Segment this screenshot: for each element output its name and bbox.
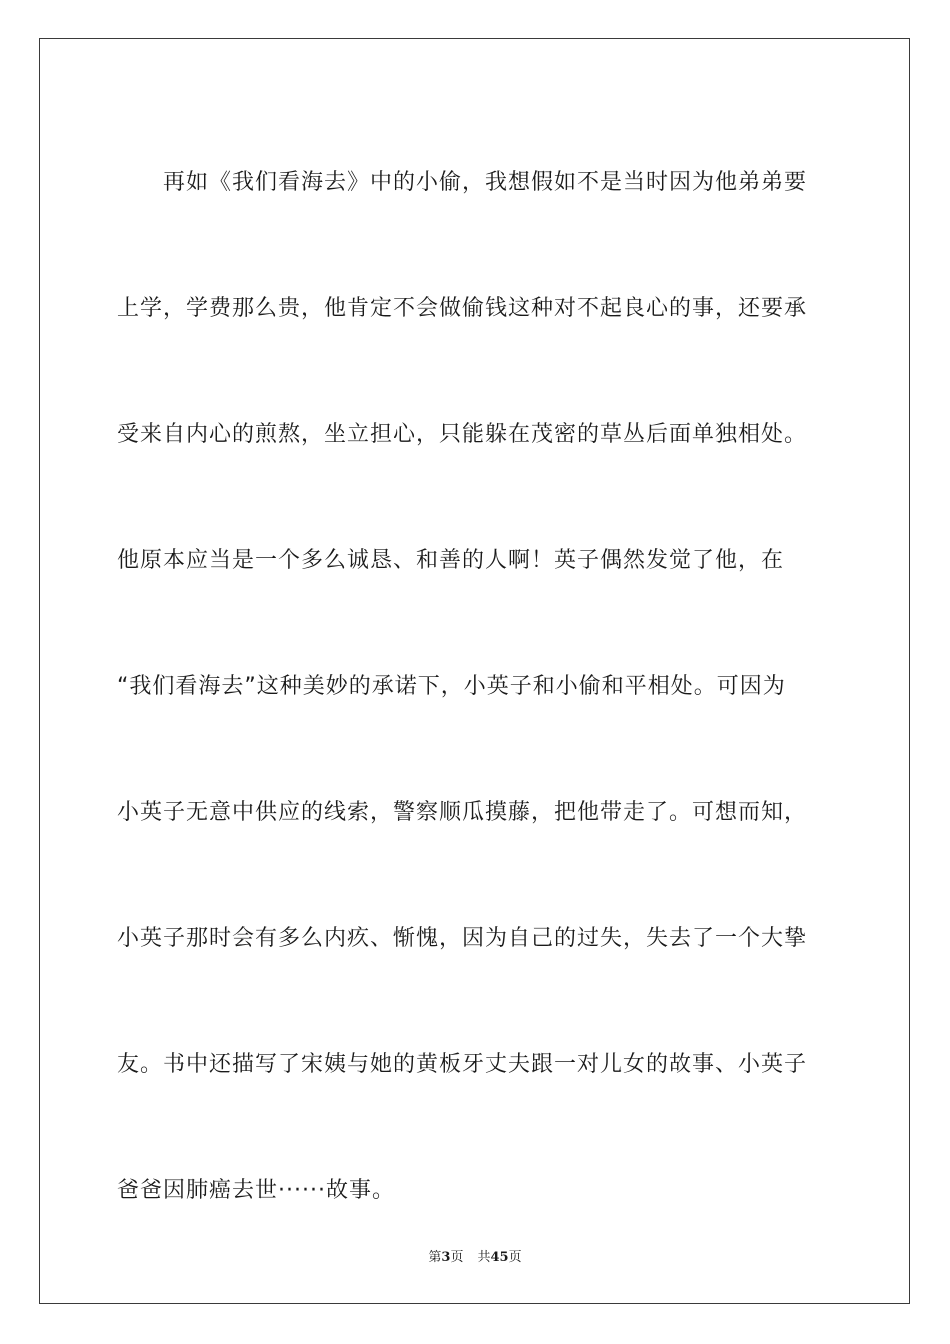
page-prefix: 第 bbox=[428, 1250, 442, 1265]
paragraph-line: 他原本应当是一个多么诚恳、和善的人啊！英子偶然发觉了他，在 bbox=[117, 548, 785, 573]
paragraph-line: 再如《我们看海去》中的小偷，我想假如不是当时因为他弟弟要 bbox=[163, 170, 808, 195]
paragraph-line: 上学，学费那么贵，他肯定不会做偷钱这种对不起良心的事，还要承 bbox=[117, 296, 808, 321]
total-pages: 45 bbox=[490, 1250, 509, 1265]
document-body bbox=[117, 120, 833, 1254]
paragraph-line: 友。书中还描写了宋姨与她的黄板牙丈夫跟一对儿女的故事、小英子 bbox=[117, 1052, 808, 1077]
total-prefix: 共 bbox=[477, 1250, 491, 1265]
page-suffix: 页 bbox=[450, 1250, 464, 1265]
paragraph-line: 小英子无意中供应的线索，警察顺瓜摸藤，把他带走了。可想而知， bbox=[117, 800, 808, 825]
page-number: 3 bbox=[441, 1250, 451, 1265]
total-suffix: 页 bbox=[508, 1250, 522, 1265]
paragraph-line: 爸爸因肺癌去世······故事。 bbox=[117, 1178, 395, 1203]
paragraph-line: “我们看海去”这种美妙的承诺下，小英子和小偷和平相处。可因为 bbox=[117, 674, 786, 699]
paragraph-line: 受来自内心的煎熬，坐立担心，只能躲在茂密的草丛后面单独相处。 bbox=[117, 422, 808, 447]
page-footer bbox=[0, 1246, 950, 1265]
paragraph-line: 小英子那时会有多么内疚、惭愧，因为自己的过失，失去了一个大挚 bbox=[117, 926, 808, 951]
